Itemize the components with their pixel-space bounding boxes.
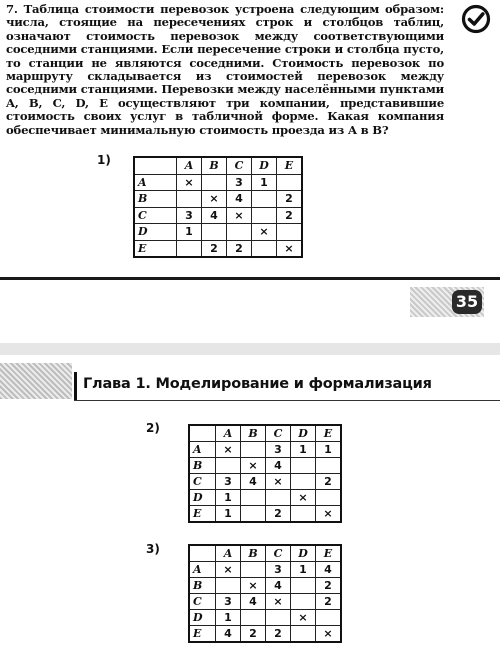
- table-cell: ×: [291, 610, 316, 626]
- table-cell: [277, 224, 303, 241]
- table-cell: 1: [316, 442, 342, 458]
- problem-statement: Таблица стоимости перевозок устроена следующим образом: числа, стоящие на пересечениях строк и столбцов таблиц, означают стоимость перевозок между соответствующими соседними станциями. Если пересечение строки и столбца пусто, то станции не являются соседними. Стоимость перевозок по маршруту складывается из стоимостей перевозок между соседними станциями. Перевозки между населёнными пунктами A, B, C, D, E осуществляют три компании, представившие стоимость своих услуг в табличной форме. Какая компания обеспечивает минимальную стоимость проезда из A в B?: [6, 2, 444, 137]
- table-cell: 3: [216, 594, 241, 610]
- table-cell: 1: [216, 490, 241, 506]
- table-row: [189, 626, 341, 643]
- table-column-header: B: [202, 157, 227, 174]
- table-row-header: D: [189, 610, 216, 626]
- table-cell: [241, 490, 266, 506]
- table-row-header: C: [134, 207, 177, 224]
- table-row: [134, 174, 302, 191]
- table-cell: [316, 490, 342, 506]
- table-row-header: E: [189, 506, 216, 523]
- table-cell: 1: [252, 174, 277, 191]
- table-row-header: B: [189, 578, 216, 594]
- table-cell: 1: [177, 224, 202, 241]
- table-cell: ×: [316, 506, 342, 523]
- table-row-header: E: [189, 626, 216, 643]
- table-column-header: E: [316, 425, 342, 442]
- table-cell: ×: [266, 594, 291, 610]
- table-cell: [291, 506, 316, 523]
- table-cell: ×: [277, 240, 303, 257]
- table-row-header: A: [134, 174, 177, 191]
- table-cell: [177, 240, 202, 257]
- table-header-row: [189, 545, 341, 562]
- table-cell: 2: [277, 191, 303, 208]
- table-cell: 4: [266, 578, 291, 594]
- table-cell: 2: [316, 474, 342, 490]
- table-cell: 1: [291, 442, 316, 458]
- table-row: [189, 594, 341, 610]
- table-cell: 4: [241, 594, 266, 610]
- table-row: [189, 442, 341, 458]
- table-column-header: C: [266, 545, 291, 562]
- table-cell: ×: [177, 174, 202, 191]
- page-separator: [0, 343, 500, 355]
- table-column-header: A: [216, 425, 241, 442]
- chapter-rule: [74, 400, 500, 401]
- table-row-header: A: [189, 442, 216, 458]
- table-row-header: E: [134, 240, 177, 257]
- table-row: [134, 224, 302, 241]
- table-row: [134, 191, 302, 208]
- table-cell: [291, 594, 316, 610]
- table-cell: [241, 610, 266, 626]
- table-row: [189, 490, 341, 506]
- table-cell: 2: [266, 626, 291, 643]
- table-cell: 2: [241, 626, 266, 643]
- table-cell: 4: [227, 191, 252, 208]
- table-cell: ×: [291, 490, 316, 506]
- table-cell: [241, 506, 266, 523]
- table-cell: [291, 474, 316, 490]
- table-2-label: 2): [146, 421, 160, 435]
- table-row: [189, 506, 341, 523]
- table-row-header: D: [189, 490, 216, 506]
- page-bottom-rule: [0, 277, 500, 280]
- table-cell: 1: [291, 562, 316, 578]
- table-cell: [316, 610, 342, 626]
- table-cell: [241, 442, 266, 458]
- table-cell: [291, 578, 316, 594]
- table-cell: 4: [216, 626, 241, 643]
- check-circle-icon: [461, 4, 491, 34]
- table-cell: [316, 458, 342, 474]
- table-row: [189, 458, 341, 474]
- table-cell: 2: [202, 240, 227, 257]
- problem-number: 7.: [6, 2, 18, 16]
- table-row: [189, 562, 341, 578]
- table-cell: [227, 224, 252, 241]
- table-1-label: 1): [97, 153, 111, 167]
- table-column-header: B: [241, 545, 266, 562]
- table-cell: 2: [266, 506, 291, 523]
- chapter-bar: [74, 372, 77, 400]
- table-cell: [252, 207, 277, 224]
- table-corner-cell: [189, 425, 216, 442]
- cost-table-2: [188, 424, 342, 523]
- table-corner-cell: [134, 157, 177, 174]
- table-cell: [202, 174, 227, 191]
- table-cell: 2: [316, 578, 342, 594]
- table-cell: [291, 458, 316, 474]
- table-header-row: [189, 425, 341, 442]
- table-3-label: 3): [146, 542, 160, 556]
- table-cell: [252, 240, 277, 257]
- table-column-header: E: [277, 157, 303, 174]
- table-column-header: D: [291, 425, 316, 442]
- chapter-title: Глава 1. Моделирование и формализация: [83, 376, 432, 392]
- table-cell: [216, 578, 241, 594]
- table-cell: ×: [252, 224, 277, 241]
- table-cell: [177, 191, 202, 208]
- table-column-header: A: [216, 545, 241, 562]
- table-row-header: A: [189, 562, 216, 578]
- table-column-header: D: [291, 545, 316, 562]
- table-cell: 3: [266, 442, 291, 458]
- table-column-header: A: [177, 157, 202, 174]
- table-cell: 1: [216, 610, 241, 626]
- table-row-header: D: [134, 224, 177, 241]
- table-cell: 4: [202, 207, 227, 224]
- page-number: 35: [452, 290, 482, 314]
- table-cell: [216, 458, 241, 474]
- table-cell: ×: [202, 191, 227, 208]
- table-cell: ×: [316, 626, 342, 643]
- table-cell: ×: [266, 474, 291, 490]
- table-cell: [241, 562, 266, 578]
- table-row-header: B: [189, 458, 216, 474]
- table-cell: 4: [316, 562, 342, 578]
- table-row-header: C: [189, 474, 216, 490]
- table-cell: [266, 610, 291, 626]
- table-cell: [202, 224, 227, 241]
- table-row-header: B: [134, 191, 177, 208]
- table-column-header: C: [266, 425, 291, 442]
- table-column-header: D: [252, 157, 277, 174]
- table-cell: 4: [266, 458, 291, 474]
- table-corner-cell: [189, 545, 216, 562]
- table-cell: 3: [266, 562, 291, 578]
- table-cell: 2: [277, 207, 303, 224]
- table-cell: [277, 174, 303, 191]
- table-cell: 4: [241, 474, 266, 490]
- table-cell: 2: [227, 240, 252, 257]
- chapter-decoration: [0, 363, 72, 399]
- table-column-header: B: [241, 425, 266, 442]
- table-row: [189, 610, 341, 626]
- table-cell: ×: [216, 562, 241, 578]
- table-cell: 3: [216, 474, 241, 490]
- table-row-header: C: [189, 594, 216, 610]
- table-cell: 3: [177, 207, 202, 224]
- cost-table-3: [188, 544, 342, 643]
- table-cell: ×: [216, 442, 241, 458]
- table-column-header: E: [316, 545, 342, 562]
- table-cell: [266, 490, 291, 506]
- table-row: [189, 474, 341, 490]
- table-column-header: C: [227, 157, 252, 174]
- cost-table-1: [133, 156, 303, 258]
- table-cell: 1: [216, 506, 241, 523]
- table-cell: ×: [227, 207, 252, 224]
- table-cell: ×: [241, 458, 266, 474]
- table-cell: ×: [241, 578, 266, 594]
- table-cell: 2: [316, 594, 342, 610]
- table-row: [134, 207, 302, 224]
- table-cell: [291, 626, 316, 643]
- problem-text: [6, 3, 444, 137]
- table-header-row: [134, 157, 302, 174]
- table-cell: 3: [227, 174, 252, 191]
- table-row: [189, 578, 341, 594]
- table-row: [134, 240, 302, 257]
- table-cell: [252, 191, 277, 208]
